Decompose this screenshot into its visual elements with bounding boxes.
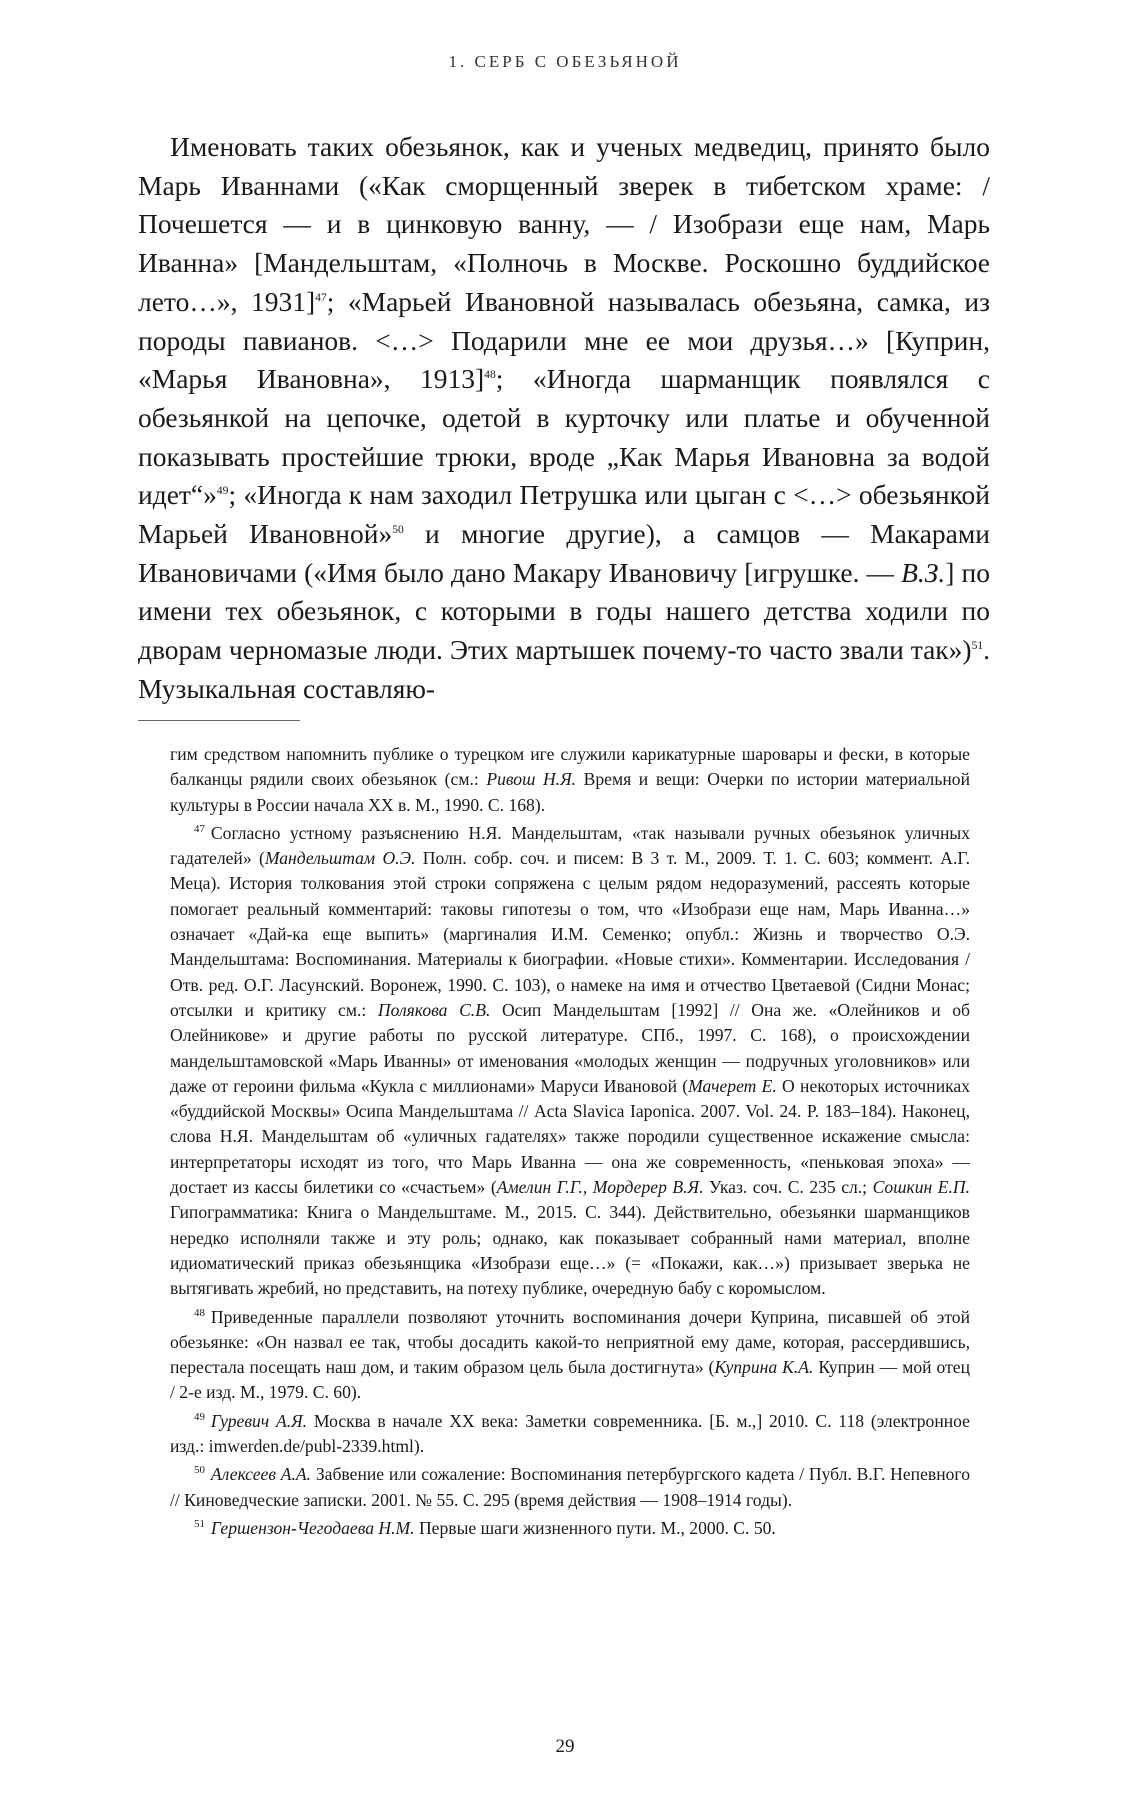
main-text-part: Именовать таких обезьянок, как и ученых медведиц, принято было Марь Иваннами («Как сморщенный зверек в тибетском храме: / Почешется — и в цинковую ванну, — / Изобрази еще нам, Марь Иванна» [Мандельштам, «Полночь в Москве. Роскошно буддийское лето…», 1931] bbox=[138, 131, 990, 317]
footnote-text: Приведенные параллели позволяют уточнить воспоминания дочери Куприна, писавшей об этой обезьянке: «Он назвал ее так, чтобы досадить какой-то неприятной ему даме, которая, рассердившись, перестала посещать наш дом, и таким образом цель была достигнута» ( bbox=[170, 1306, 970, 1378]
footnote-text: Полн. собр. соч. и писем: В 3 т. М., 2009. Т. 1. С. 603; коммент. А.Г. Меца). История толкования этой строки сопряжена с целым рядом недоразумений, рассеять которые помогает реальный комментарий: таковы гипотезы о том, что «Изобрази еще нам, Марь Иванна…» означает «Дай-ка еще выпить» (маргиналия И.М. Семенко; опубл.: Жизнь и творчество О.Э. Мандельштама: Воспоминания. Материалы к биографии. «Новые стихи». Комментарии. Исследования / Отв. ред. О.Г. Ласунский. Воронеж, 1990. С. 103), о намеке на имя и отчество Цветаевой (Сидни Монас; отсылки и критику см.: bbox=[170, 848, 970, 1020]
footnote-text: Забвение или сожаление: Воспоминания петербургского кадета / Публ. В.Г. Непевного // Киноведческие записки. 2001. № 55. С. 295 (время действия — 1908–1914 годы). bbox=[170, 1464, 970, 1510]
running-head: 1. СЕРБ С ОБЕЗЬЯНОЙ bbox=[448, 52, 682, 71]
footnote-author: Ривош Н.Я. bbox=[486, 769, 577, 790]
footnote-divider bbox=[138, 720, 300, 721]
footnote-author: Мандельштам О.Э. bbox=[264, 848, 416, 869]
footnote-text: Первые шаги жизненного пути. М., 2000. С. 50. bbox=[414, 1517, 776, 1538]
footnote-author: Гершензон-Чегодаева Н.М. bbox=[210, 1517, 415, 1538]
footnotes bbox=[170, 742, 970, 1544]
footnote-author: Куприна К.А. bbox=[714, 1357, 814, 1378]
main-text-part: ; «Иногда к нам заходил Петрушка или цыган с <…> обезьянкой Марьей Ивановной» bbox=[138, 479, 990, 550]
footnote-number: 48 bbox=[194, 1306, 205, 1319]
footnote-47 bbox=[170, 821, 970, 1302]
footnote-continuation bbox=[170, 742, 970, 818]
footnote-51 bbox=[170, 1516, 970, 1541]
footnote-ref-47[interactable]: 47 bbox=[315, 291, 327, 304]
footnote-48 bbox=[170, 1305, 970, 1406]
main-text-italic: В.З. bbox=[901, 556, 946, 588]
footnote-ref-49[interactable]: 49 bbox=[216, 485, 229, 498]
footnote-49 bbox=[170, 1409, 970, 1460]
footnote-number: 50 bbox=[194, 1464, 205, 1477]
footnote-ref-50[interactable]: 50 bbox=[392, 523, 404, 536]
footnote-text: Куприн — мой отец / 2-е изд. М., 1979. С. 60). bbox=[170, 1357, 971, 1403]
footnote-text: О некоторых источниках «буддийской Москвы» Осипа Мандельштама // Acta Slavica Iaponica. 2007. Vol. 24. P. 183–184). Наконец, слова Н.Я. Мандельштам об «уличных гадателях» также породили существенное искажение смысла: интерпретаторы исходят из того, что Марь Иванна — она же современность, «пеньковая эпоха» — достает из кассы билетики со «счастьем» ( bbox=[170, 1075, 970, 1198]
page-number: 29 bbox=[555, 1736, 575, 1757]
footnote-ref-48[interactable]: 48 bbox=[484, 369, 496, 382]
footnote-author: Амелин Г.Г., Мордерер В.Я. bbox=[496, 1177, 704, 1198]
main-text-part: . Музыкальная составляю- bbox=[138, 634, 990, 704]
footnote-text: Осип Мандельштам [1992] // Она же. «Олейников и об Олейникове» и другие работы по русской литературе. СПб., 1997. С. 168), о происхождении мандельштамовской «Марь Иванны» от именования «молодых женщин — подручных уголовников» или даже от героини фильма «Кукла с миллионами» Маруси Ивановой ( bbox=[170, 999, 970, 1096]
footnote-text: Указ. соч. С. 235 сл.; bbox=[703, 1177, 873, 1198]
footnote-number: 49 bbox=[194, 1410, 205, 1423]
main-text bbox=[138, 128, 990, 709]
main-text-part: и многие другие), а самцов — Макарами Ивановичами («Имя было дано Макару Ивановичу [игрушке. — bbox=[138, 518, 990, 588]
footnote-author: Сошкин Е.П. bbox=[872, 1177, 970, 1198]
footnote-number: 51 bbox=[194, 1518, 205, 1531]
footnote-text: Гипограмматика: Книга о Мандельштаме. М., 2015. С. 344). Действительно, обезьянки шарманщиков нередко исполняли также и эту роль; однако, как показывает собранный нами материал, вполне идиоматический приказ обезьянщика «Изобрази еще…» (= «Покажи, как…») призывает зверька не вытягивать жребий, но представить, на потеху публике, очередную бабу с коромыслом. bbox=[170, 1202, 970, 1299]
footnote-author: Алексеев А.А. bbox=[210, 1464, 312, 1485]
footnote-ref-51[interactable]: 51 bbox=[971, 639, 984, 652]
footnote-author: Мачерет Е. bbox=[688, 1075, 777, 1096]
footnote-text: гим средством напомнить публике о турецком иге служили карикатурные шаровары и фески, в которые балканцы рядили своих обезьянок (см.: bbox=[170, 744, 970, 790]
footnote-number: 47 bbox=[194, 823, 205, 836]
main-text-part: ; «Марьей Ивановной называлась обезьяна, самка, из породы павианов. <…> Подарили мне ее мои друзья…» [Куприн, «Марья Ивановна», 1913] bbox=[138, 285, 990, 395]
footnote-50 bbox=[170, 1462, 970, 1513]
main-paragraph bbox=[138, 128, 990, 709]
footnote-text: Время и вещи: Очерки по истории материальной культуры в России начала XX в. М., 1990. С. 168). bbox=[170, 769, 970, 815]
footnote-author: Полякова С.В. bbox=[377, 999, 491, 1020]
footnote-author: Гуревич А.Я. bbox=[210, 1410, 308, 1431]
footnote-text: Москва в начале XX века: Заметки современника. [Б. м.,] 2010. С. 118 (электронное изд.: imwerden.de/publ-2339.html). bbox=[170, 1410, 970, 1457]
footnote-text: Согласно устному разъяснению Н.Я. Мандельштам, «так называли ручных обезьянок уличных гадателей» ( bbox=[170, 822, 970, 869]
main-text-part: ; «Иногда шарманщик появлялся с обезьянкой на цепочке, одетой в курточку или платье и обученной показывать простейшие трюки, вроде „Как Марья Ивановна за водой идет“» bbox=[138, 363, 990, 511]
main-text-part: ] по имени тех обезьянок, с которыми в годы нашего детства ходили по дворам черномазые люди. Этих мартышек почему-то часто звали так») bbox=[138, 556, 990, 666]
